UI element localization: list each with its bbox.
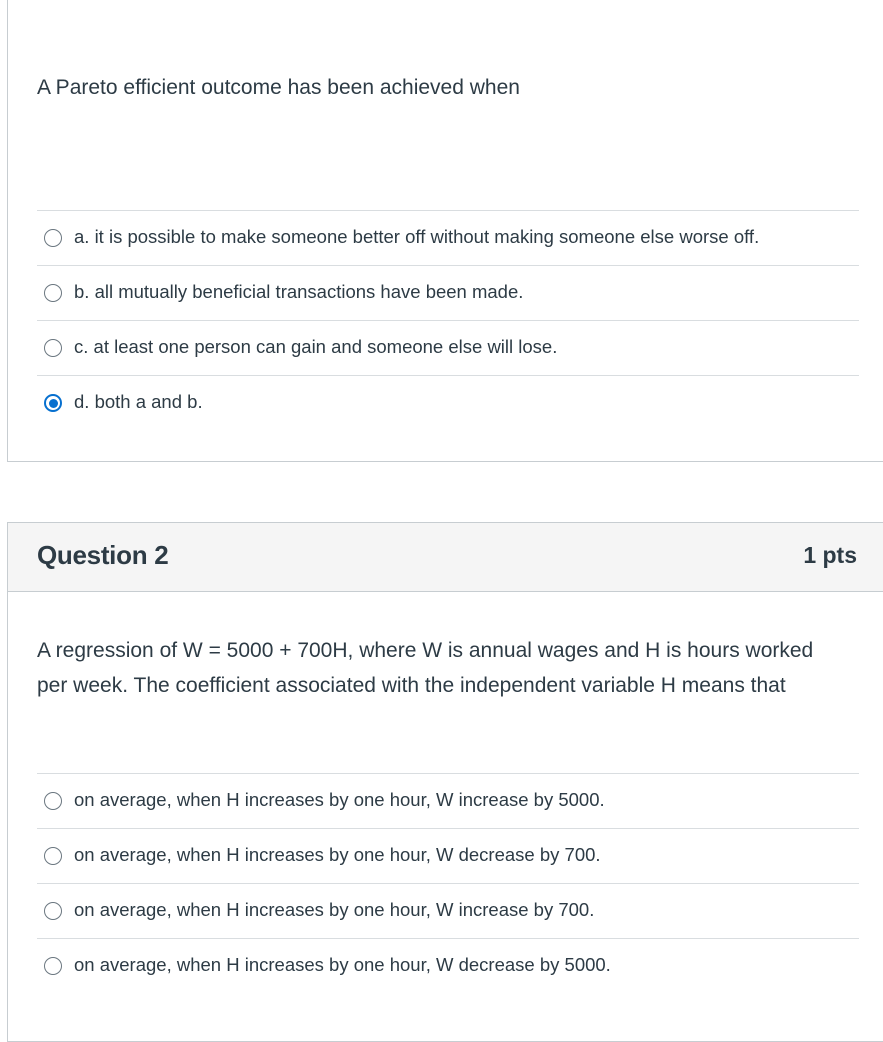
question-1-text: A Pareto efficient outcome has been achieved when <box>37 76 520 99</box>
radio-button[interactable] <box>44 902 62 920</box>
question-title: Question 2 <box>37 540 169 570</box>
answer-label[interactable]: b. all mutually beneficial transactions have been made. <box>74 281 524 302</box>
answer-option-b[interactable] <box>37 265 859 320</box>
answer-label[interactable]: on average, when H increases by one hour, W decrease by 700. <box>74 844 601 865</box>
question-2-card <box>7 522 883 1042</box>
answer-option-4[interactable] <box>37 938 859 993</box>
question-1-answers <box>37 210 859 430</box>
question-2-answers <box>37 773 859 993</box>
question-points: 1 pts <box>803 542 857 568</box>
answer-option-3[interactable] <box>37 883 859 938</box>
answer-label[interactable]: on average, when H increases by one hour, W increase by 700. <box>74 899 595 920</box>
answer-option-1[interactable] <box>37 773 859 828</box>
radio-button[interactable] <box>44 957 62 975</box>
answer-label[interactable]: d. both a and b. <box>74 391 203 412</box>
answer-label[interactable]: on average, when H increases by one hour, W decrease by 5000. <box>74 954 611 975</box>
radio-button[interactable] <box>44 284 62 302</box>
radio-button[interactable] <box>44 339 62 357</box>
question-header <box>8 523 883 592</box>
question-2-text: A regression of W = 5000 + 700H, where W is annual wages and H is hours worked per week. The coefficient associated with the independent variable H means that <box>37 639 814 697</box>
radio-button[interactable] <box>44 847 62 865</box>
radio-button[interactable] <box>44 229 62 247</box>
radio-button-selected[interactable] <box>44 394 62 412</box>
radio-button[interactable] <box>44 792 62 810</box>
answer-option-c[interactable] <box>37 320 859 375</box>
answer-option-2[interactable] <box>37 828 859 883</box>
answer-label[interactable]: on average, when H increases by one hour, W increase by 5000. <box>74 789 605 810</box>
answer-label[interactable]: a. it is possible to make someone better off without making someone else worse off. <box>74 226 760 247</box>
question-1-card <box>7 0 883 462</box>
answer-label[interactable]: c. at least one person can gain and someone else will lose. <box>74 336 558 357</box>
answer-option-d[interactable] <box>37 375 859 430</box>
answer-option-a[interactable] <box>37 210 859 265</box>
